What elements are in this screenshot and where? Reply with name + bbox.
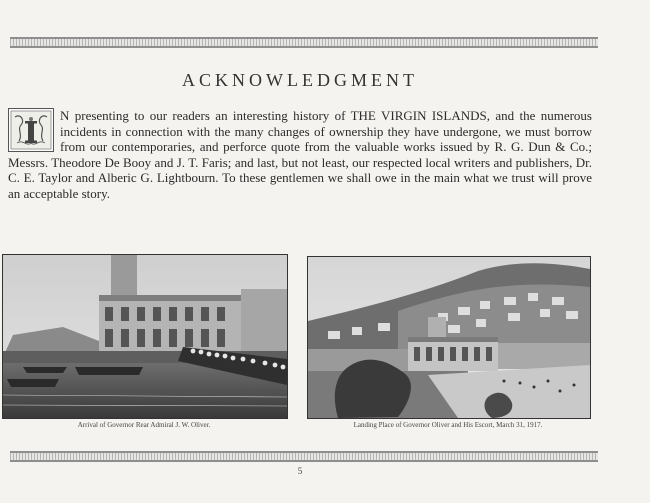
bottom-ornamental-rule [10, 451, 598, 462]
photo-landing-place [307, 256, 591, 419]
paragraph-text: N presenting to our readers an interesting history of THE VIRGIN ISLANDS, and the numerous incidents in connection with the many changes of ownership they have undergone, we must borrow from our contemporaries, and perforce quote from the valuable works issued by R. G. Dun & Co.; Messrs. Theodore De Booy and J. T. Faris; and last, but not least, our respected local writers and publishers, Dr. C. E. Taylor and Alberic G. Lightbourn. To these gentlemen we shall owe in the main what we trust will prove an acceptable story. [8, 108, 592, 201]
photo-caption-left: Arrival of Governor Rear Admiral J. W. Oliver. [77, 421, 211, 429]
photo-caption-right: Landing Place of Governor Oliver and His Escort, March 31, 1917. [353, 421, 543, 429]
top-ornamental-rule [10, 37, 598, 48]
photo-governor-arrival [2, 254, 288, 419]
page-title: ACKNOWLEDGMENT [182, 70, 418, 90]
ornamental-drop-cap [8, 108, 54, 152]
page-number: 5 [297, 466, 303, 476]
acknowledgment-paragraph [8, 108, 592, 201]
